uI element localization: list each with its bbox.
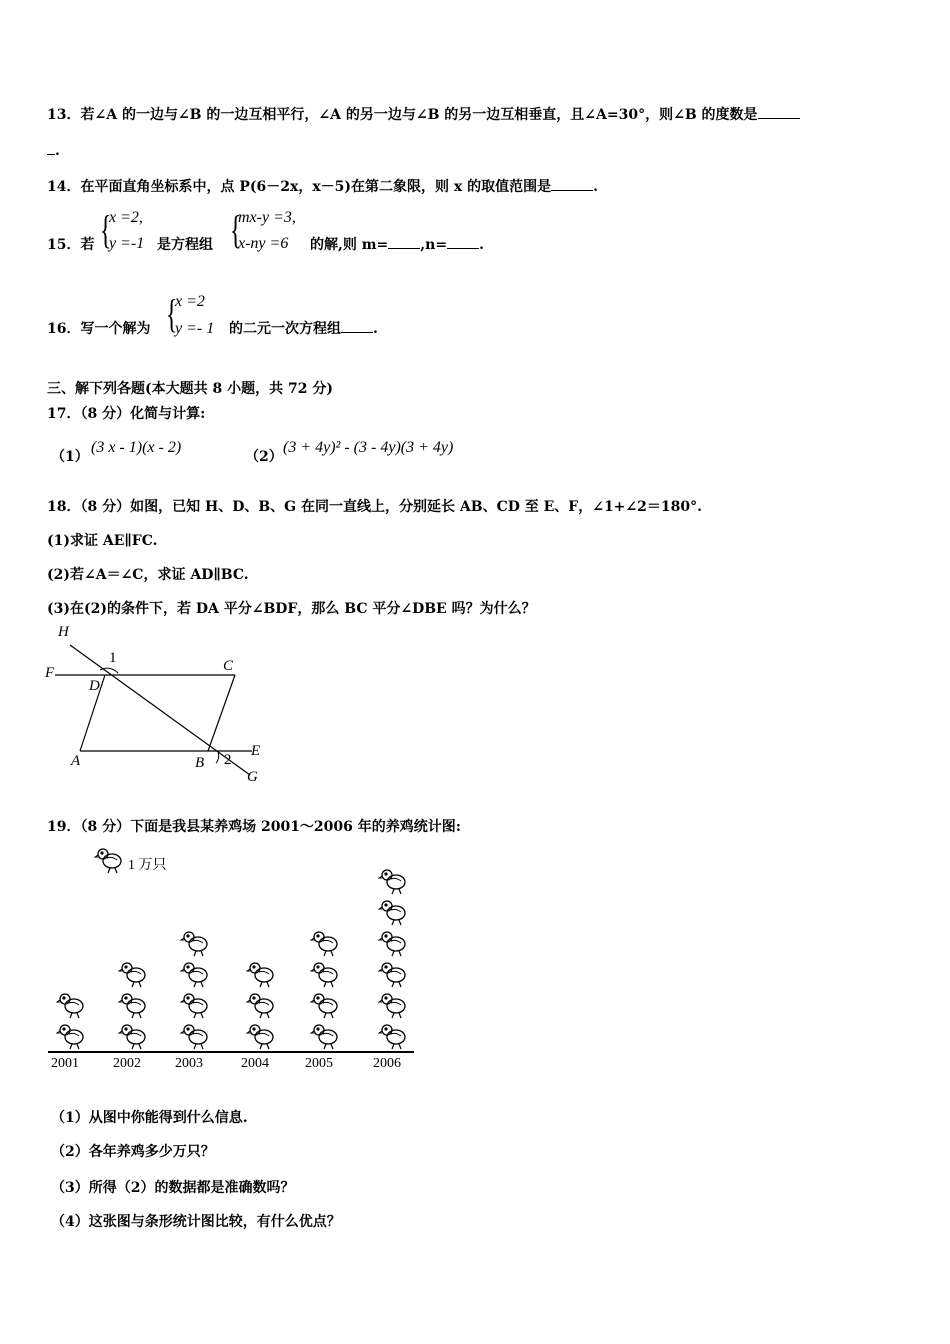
question-15-end	[310, 234, 484, 254]
year-label: 2003	[175, 1056, 203, 1071]
answer-blank	[758, 106, 800, 119]
chicken-icon	[118, 991, 150, 1019]
chicken-icon	[180, 929, 212, 957]
chicken-icon	[118, 960, 150, 988]
chicken-icon	[378, 1022, 410, 1050]
question-17-part-2-label: （2）	[245, 449, 283, 465]
question-17-part-1-expr: (3 x - 1)(x - 2)	[91, 439, 182, 456]
label-E: E	[251, 743, 261, 759]
label-C: C	[223, 658, 234, 674]
answer-blank	[447, 236, 479, 249]
chicken-icon	[246, 991, 278, 1019]
year-label: 2001	[51, 1056, 79, 1071]
question-18-part-2: (2)若∠A＝∠C，求证 AD∥BC.	[47, 567, 249, 583]
left-brace: {	[229, 207, 242, 252]
question-15-number: 15．若	[47, 237, 95, 253]
answer-blank	[47, 142, 55, 155]
answer-blank	[388, 236, 420, 249]
label-A: A	[71, 753, 81, 769]
chicken-icon	[180, 960, 212, 988]
system-2-row-1: mx-y =3,	[238, 209, 296, 226]
left-brace: {	[99, 207, 112, 252]
system-2-row-2: x-ny =6	[238, 235, 289, 252]
left-brace: {	[165, 291, 178, 336]
system-1-row-1: x =2,	[109, 209, 143, 226]
chicken-icon	[378, 929, 410, 957]
chicken-icon	[378, 960, 410, 988]
question-18-part-1: (1)求证 AE∥FC.	[47, 533, 158, 549]
chicken-icon	[246, 1022, 278, 1050]
chart-baseline	[48, 1051, 414, 1053]
question-16-tail: .	[373, 321, 378, 337]
label-B: B	[195, 755, 205, 771]
pictograph-area	[48, 860, 418, 1080]
chicken-icon	[310, 929, 342, 957]
question-14-tail: .	[593, 179, 599, 195]
label-D: D	[89, 678, 100, 694]
question-19-sub-3: （3）所得（2）的数据都是准确数吗？	[51, 1180, 295, 1196]
system-row-1: x =2	[175, 293, 205, 310]
question-19-sub-4: （4）这张图与条形统计图比较，有什么优点？	[51, 1214, 341, 1230]
chicken-icon	[118, 1022, 150, 1050]
question-17: 17．（8 分）化简与计算:	[47, 406, 206, 422]
question-15-tail: .	[479, 237, 484, 253]
chicken-icon	[310, 1022, 342, 1050]
chicken-icon	[310, 991, 342, 1019]
question-13-text: 13．若∠A 的一边与∠B 的一边互相平行，∠A 的另一边与∠B 的另一边互相垂直，且∠A=30°，则∠B 的度数是	[47, 107, 758, 123]
question-15-n-label: ,n=	[420, 237, 448, 253]
chicken-icon	[56, 1022, 88, 1050]
chicken-icon	[378, 898, 410, 926]
chicken-icon	[180, 991, 212, 1019]
question-18: 18．（8 分）如图，已知 H、D、B、G 在同一直线上，分别延长 AB、CD 至 E、F，∠1+∠2＝180°.	[47, 499, 702, 515]
chicken-icon	[56, 991, 88, 1019]
answer-blank	[341, 320, 373, 333]
system-1-row-2: y =-1	[109, 235, 145, 252]
chicken-icon	[246, 960, 278, 988]
label-H: H	[58, 624, 69, 640]
question-17-part-1-label: （1）	[51, 449, 89, 465]
year-label: 2005	[305, 1056, 333, 1071]
label-F: F	[45, 665, 55, 681]
question-13-continuation	[47, 142, 60, 159]
label-angle-1: 1	[109, 650, 117, 666]
chicken-icon	[310, 960, 342, 988]
question-16-end	[229, 318, 378, 338]
chicken-icon	[378, 867, 410, 895]
question-19-sub-2: （2）各年养鸡多少万只？	[51, 1144, 215, 1160]
question-19-sub-1: （1）从图中你能得到什么信息.	[51, 1110, 248, 1126]
question-19: 19．（8 分）下面是我县某养鸡场 2001～2006 年的养鸡统计图:	[47, 819, 461, 835]
question-14-text: 14．在平面直角坐标系中，点 P(6－2x，x－5)在第二象限，则 x 的取值范围是	[47, 179, 552, 195]
answer-blank	[551, 178, 593, 191]
question-18-part-3: (3)在(2)的条件下，若 DA 平分∠BDF，那么 BC 平分∠DBE 吗？为什么？	[47, 601, 536, 617]
question-16-number: 16．写一个解为	[47, 321, 151, 337]
year-label: 2006	[373, 1056, 401, 1071]
system-row-2: y =- 1	[175, 320, 215, 337]
year-label: 2004	[241, 1056, 269, 1071]
year-label: 2002	[113, 1056, 141, 1071]
chicken-icon	[180, 1022, 212, 1050]
question-13	[47, 104, 800, 124]
question-14	[47, 176, 598, 196]
question-17-part-2-expr: (3 + 4y)² - (3 - 4y)(3 + 4y)	[283, 439, 454, 456]
legend-label: 1 万只	[128, 858, 167, 873]
question-15-end-text: 的解,则 m=	[310, 237, 389, 253]
section-3-title: 三、解下列各题(本大题共 8 小题，共 72 分)	[47, 381, 333, 397]
label-angle-2: 2	[224, 752, 232, 768]
chicken-icon	[378, 991, 410, 1019]
question-15-mid: 是方程组	[157, 237, 213, 253]
question-13-tail: .	[55, 143, 60, 159]
question-16-end-text: 的二元一次方程组	[229, 321, 341, 337]
label-G: G	[247, 769, 258, 785]
